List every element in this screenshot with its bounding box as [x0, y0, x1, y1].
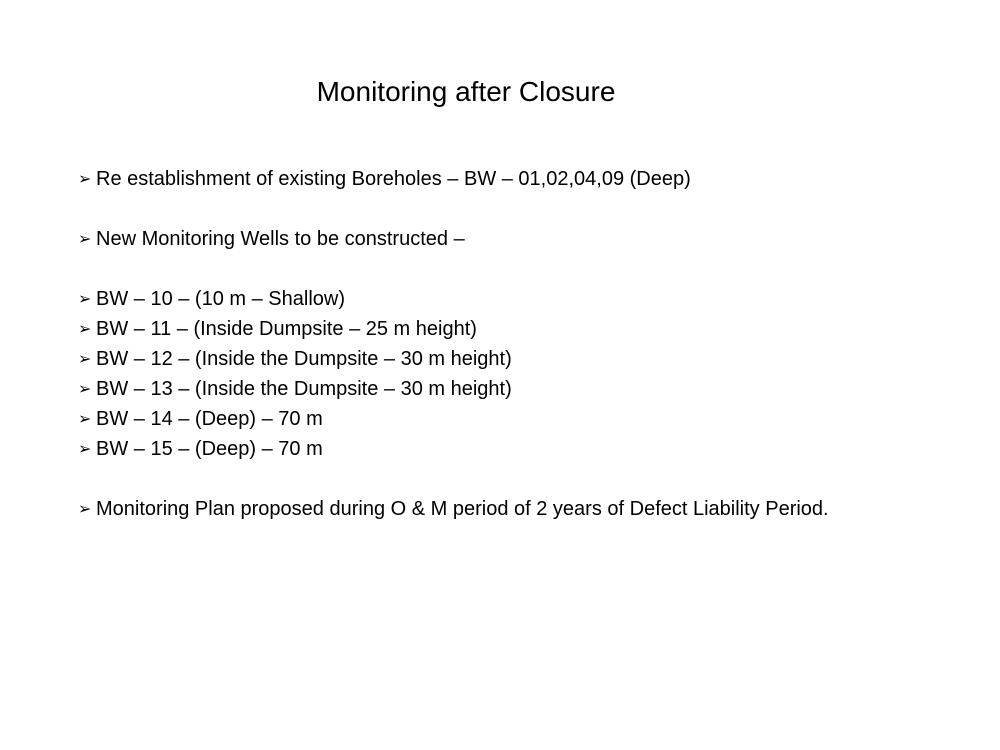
bullet-item — [78, 314, 918, 344]
bullet-text: BW – 15 – (Deep) – 70 m — [96, 438, 323, 460]
bullet-item — [78, 344, 918, 374]
bullet-item — [78, 404, 918, 434]
bullet-item — [78, 224, 918, 254]
bullet-text: BW – 11 – (Inside Dumpsite – 25 m height) — [96, 318, 477, 340]
slide-body — [78, 164, 918, 524]
bullet-text: Re establishment of existing Boreholes – BW – 01,02,04,09 (Deep) — [96, 168, 691, 190]
bullet-text: Monitoring Plan proposed during O & M period of 2 years of Defect Liability Period. — [96, 498, 829, 520]
bullet-item — [78, 284, 918, 314]
bullet-text: BW – 10 – (10 m – Shallow) — [96, 288, 345, 310]
bullet-item — [78, 374, 918, 404]
arrow-bullet-icon: ➢ — [78, 379, 92, 398]
blank-line — [78, 194, 918, 224]
bullet-text: BW – 13 – (Inside the Dumpsite – 30 m height) — [96, 378, 512, 400]
arrow-bullet-icon: ➢ — [78, 499, 92, 518]
bullet-item — [78, 494, 918, 524]
bullet-item — [78, 164, 918, 194]
slide-title: Monitoring after Closure — [316, 76, 616, 107]
arrow-bullet-icon: ➢ — [78, 169, 92, 188]
blank-line — [78, 254, 918, 284]
arrow-bullet-icon: ➢ — [78, 409, 92, 428]
bullet-item — [78, 434, 918, 464]
bullet-text: BW – 12 – (Inside the Dumpsite – 30 m height) — [96, 348, 512, 370]
arrow-bullet-icon: ➢ — [78, 289, 92, 308]
bullet-text: New Monitoring Wells to be constructed – — [96, 228, 465, 250]
arrow-bullet-icon: ➢ — [78, 319, 92, 338]
blank-line — [78, 464, 918, 494]
arrow-bullet-icon: ➢ — [78, 349, 92, 368]
arrow-bullet-icon: ➢ — [78, 439, 92, 458]
arrow-bullet-icon: ➢ — [78, 229, 92, 248]
bullet-text: BW – 14 – (Deep) – 70 m — [96, 408, 323, 430]
